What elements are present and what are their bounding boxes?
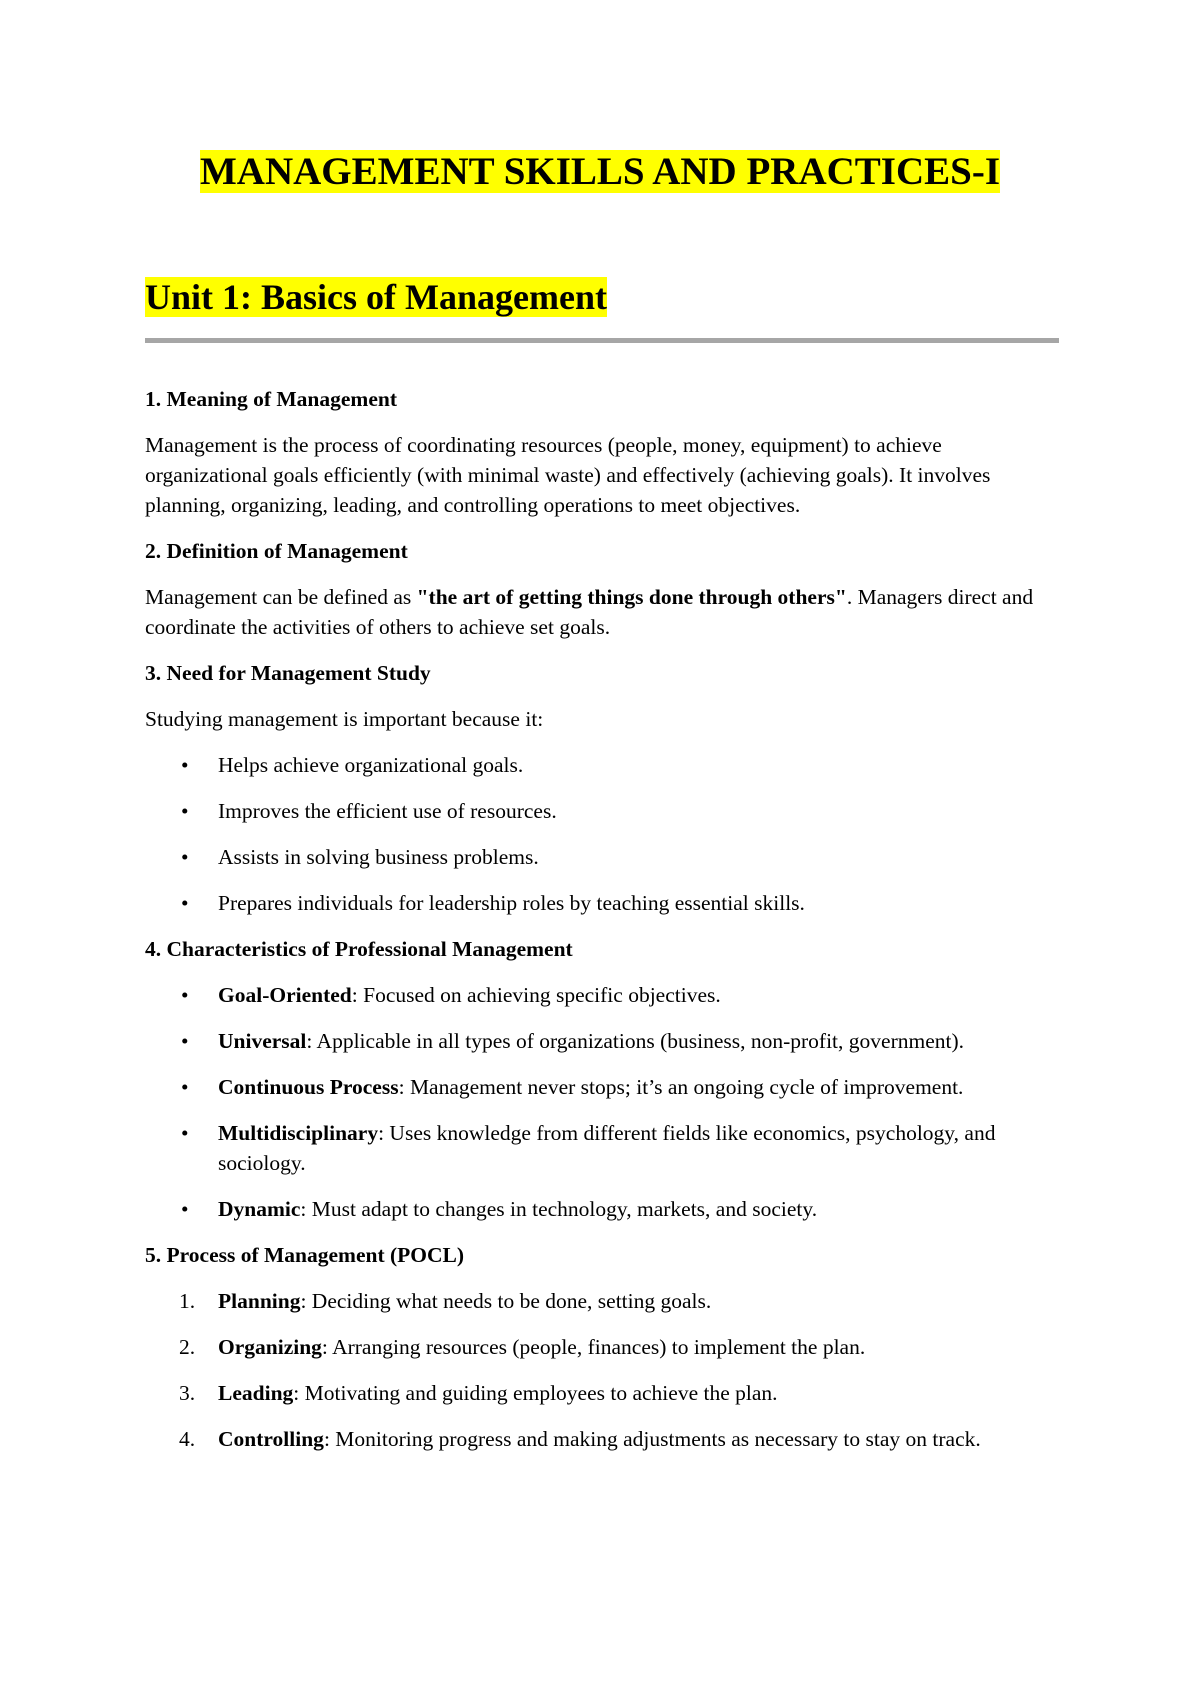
list-item [145, 1026, 1065, 1056]
bullet-icon: • [181, 1029, 189, 1053]
document-title [0, 148, 1200, 196]
characteristics-list [145, 980, 1065, 1224]
list-item-term: Controlling [218, 1427, 324, 1451]
need-intro: Studying management is important because it: [145, 707, 544, 731]
list-item-desc: : Monitoring progress and making adjustments as necessary to stay on track. [323, 1427, 981, 1451]
section-heading-meaning: 1. Meaning of Management [145, 387, 397, 411]
list-item [145, 888, 1065, 918]
section-heading-characteristics: 4. Characteristics of Professional Management [145, 937, 573, 961]
definition-text-after: . Managers direct and coordinate the activities of others to achieve set goals. [145, 585, 1034, 639]
bullet-icon: • [181, 1075, 189, 1099]
need-bullet-list [145, 750, 1065, 918]
list-item-text: Helps achieve organizational goals. [218, 753, 524, 777]
list-item-desc: : Focused on achieving specific objectives. [351, 983, 721, 1007]
section-heading-definition: 2. Definition of Management [145, 539, 408, 563]
list-item-term: Continuous Process [218, 1075, 399, 1099]
section-heading-need: 3. Need for Management Study [145, 661, 431, 685]
list-item-term: Organizing [218, 1335, 322, 1359]
list-item [145, 980, 1065, 1010]
list-item-term: Planning [218, 1289, 301, 1313]
process-numbered-list [145, 1286, 1065, 1454]
title-text: MANAGEMENT SKILLS AND PRACTICES-I [200, 150, 1000, 193]
bullet-icon: • [181, 753, 189, 777]
list-item-desc: : Applicable in all types of organizations (business, non-profit, government). [306, 1029, 964, 1053]
bullet-icon: • [181, 983, 189, 1007]
list-item [145, 1332, 1065, 1362]
bullet-icon: • [181, 799, 189, 823]
bullet-icon: • [181, 1197, 189, 1221]
list-item-text: Prepares individuals for leadership roles by teaching essential skills. [218, 891, 805, 915]
list-item [145, 1378, 1065, 1408]
list-item-text: Assists in solving business problems. [218, 845, 539, 869]
bullet-icon: • [181, 1121, 189, 1145]
meaning-paragraph: Management is the process of coordinating resources (people, money, equipment) to achieve organizational goals efficiently (with minimal waste) and effectively (achieving goals). It involves planning, organizing, leading, and controlling operations to meet objectives. [145, 433, 991, 517]
list-item-desc: : Arranging resources (people, finances) to implement the plan. [321, 1335, 866, 1359]
list-item-term: Universal [218, 1029, 307, 1053]
bullet-icon: • [181, 891, 189, 915]
list-number: 1. [179, 1289, 196, 1313]
list-item [145, 1424, 1065, 1454]
horizontal-rule [145, 338, 1059, 343]
list-item-desc: : Must adapt to changes in technology, markets, and society. [300, 1197, 818, 1221]
definition-paragraph [145, 582, 1065, 642]
list-item [145, 796, 1065, 826]
list-item [145, 1118, 1065, 1178]
list-item-term: Multidisciplinary [218, 1121, 379, 1145]
list-item [145, 750, 1065, 780]
definition-text-before: Management can be defined as [145, 585, 417, 609]
list-item [145, 1286, 1065, 1316]
list-item-desc: : Deciding what needs to be done, setting goals. [300, 1289, 712, 1313]
list-item-text: Improves the efficient use of resources. [218, 799, 557, 823]
list-item [145, 1072, 1065, 1102]
unit-heading [145, 275, 607, 319]
list-item-term: Goal-Oriented [218, 983, 352, 1007]
list-item [145, 842, 1065, 872]
list-item-term: Dynamic [218, 1197, 301, 1221]
section-heading-process: 5. Process of Management (POCL) [145, 1243, 465, 1267]
list-item-term: Leading [218, 1381, 294, 1405]
list-item-desc: : Management never stops; it’s an ongoing cycle of improvement. [398, 1075, 964, 1099]
definition-quote: "the art of getting things done through others" [416, 585, 847, 609]
bullet-icon: • [181, 845, 189, 869]
unit-heading-text: Unit 1: Basics of Management [145, 277, 607, 317]
list-item-desc: : Motivating and guiding employees to achieve the plan. [293, 1381, 778, 1405]
list-item [145, 1194, 1065, 1224]
document-body [145, 384, 1065, 1470]
list-number: 3. [179, 1381, 196, 1405]
list-number: 4. [179, 1427, 196, 1451]
list-number: 2. [179, 1335, 196, 1359]
list-item-desc: : Uses knowledge from different fields like economics, psychology, and sociology. [218, 1121, 996, 1175]
